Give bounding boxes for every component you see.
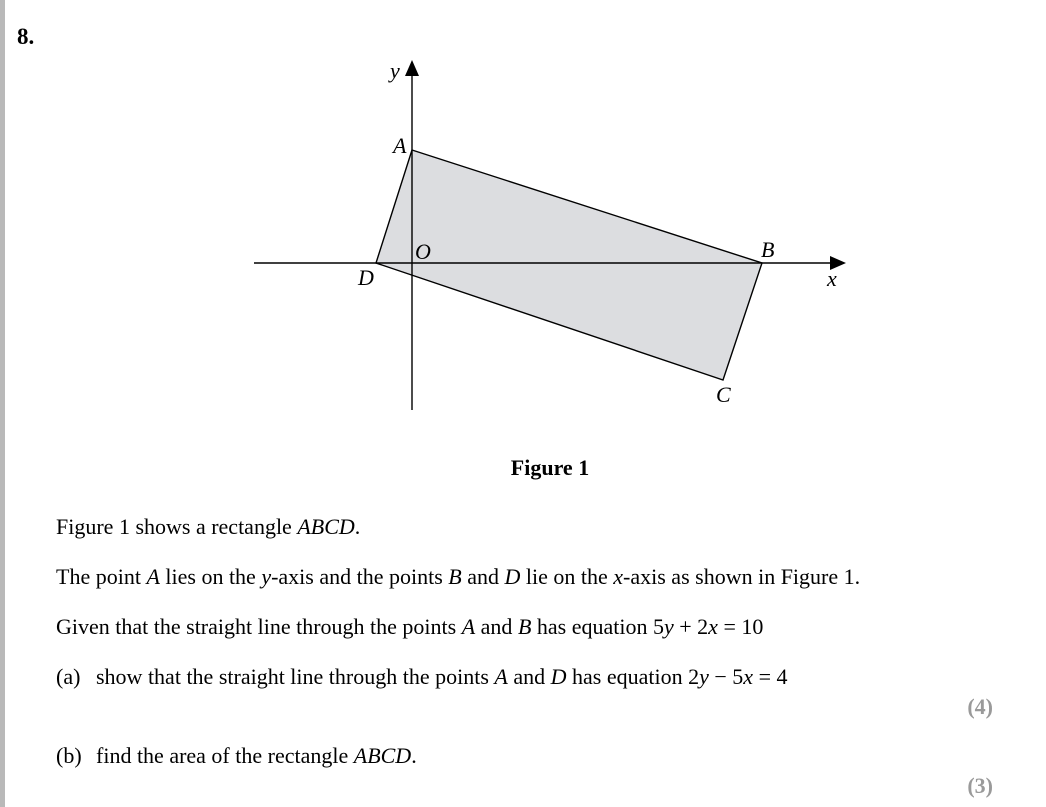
y-axis-label: y [390, 58, 400, 83]
part-a-marks: (4) [967, 694, 993, 719]
statement-line-2: The point A lies on the y-axis and the points B and D lie on the x-axis as shown in Figure 1. [56, 564, 861, 589]
point-a-label: A [393, 133, 407, 158]
part-b-label: (b) [56, 743, 82, 768]
origin-label: O [415, 239, 431, 264]
part-a-text: (a) show that the straight line through the points A and D has equation 2y − 5x = 4 [56, 664, 788, 689]
statement-line-1: Figure 1 shows a rectangle ABCD. [56, 514, 361, 539]
part-a-label: (a) [56, 664, 81, 689]
statement-line-3: Given that the straight line through the points A and B has equation 5y + 2x = 10 [56, 614, 764, 639]
figure-caption: Figure 1 [510, 455, 590, 480]
question-number: 8. [17, 24, 35, 49]
part-b-text: (b) find the area of the rectangle ABCD. [56, 743, 417, 768]
point-b-label: B [761, 237, 775, 262]
rectangle-abcd [376, 150, 762, 380]
part-b-marks: (3) [967, 773, 993, 798]
y-axis-arrow-icon [405, 60, 419, 76]
point-d-label: D [358, 265, 374, 290]
point-c-label: C [716, 382, 731, 407]
x-axis-label: x [827, 266, 837, 291]
